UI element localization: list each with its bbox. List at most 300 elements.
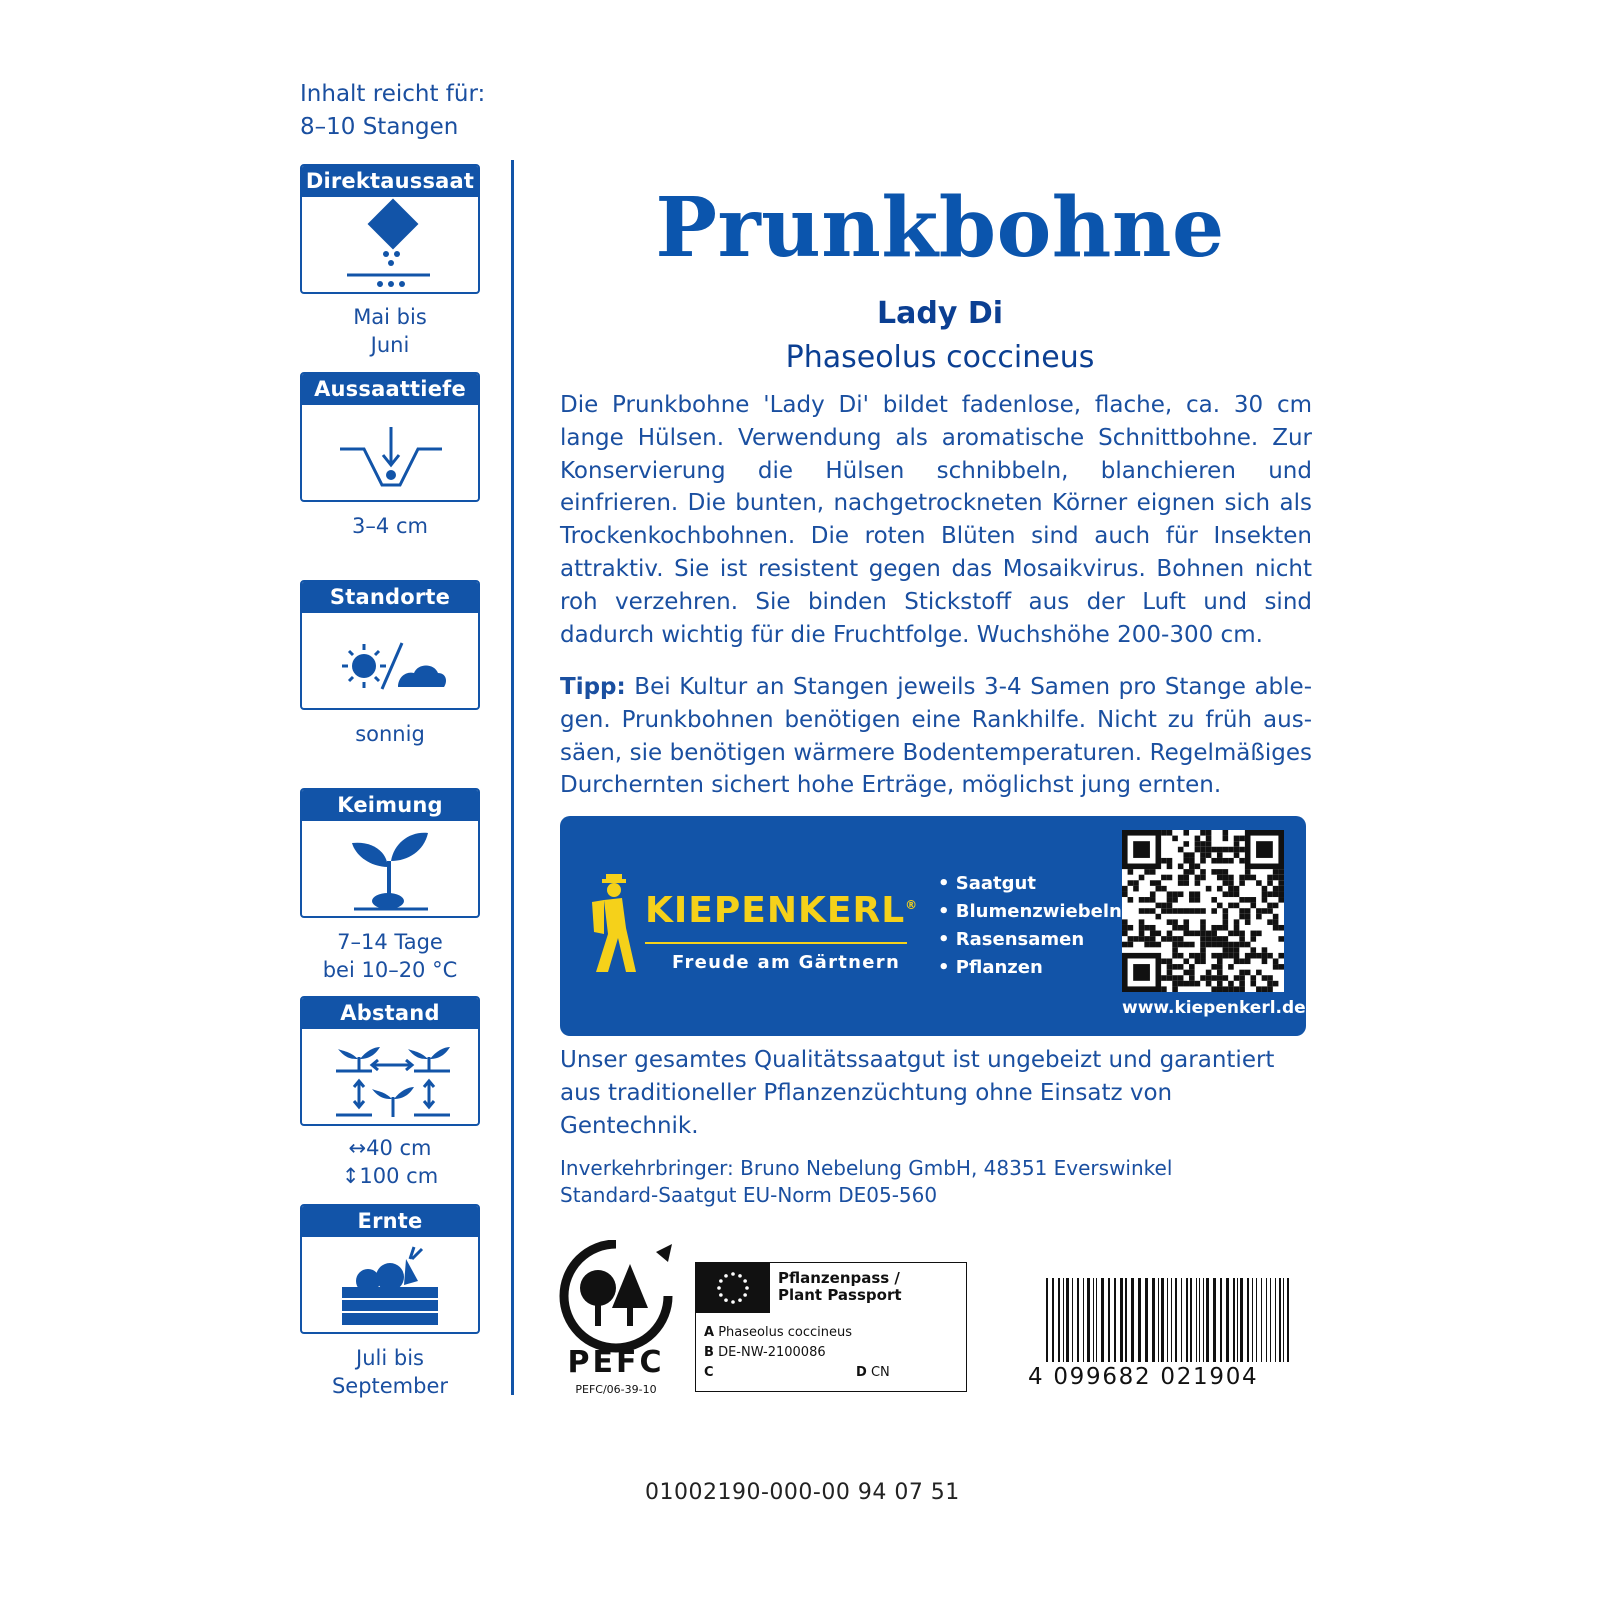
barcode-bar xyxy=(1125,1278,1127,1362)
qr-module xyxy=(1172,981,1178,987)
qr-module xyxy=(1267,891,1273,897)
plant-passport xyxy=(695,1262,967,1392)
qr-module xyxy=(1200,858,1206,864)
qr-module xyxy=(1228,880,1234,886)
qr-module xyxy=(1144,869,1150,875)
qr-module xyxy=(1273,919,1279,925)
qr-module xyxy=(1172,891,1178,897)
qr-module xyxy=(1278,875,1284,881)
qr-module xyxy=(1128,936,1134,942)
qr-module xyxy=(1195,864,1201,870)
barcode-bar xyxy=(1066,1278,1069,1362)
qr-module xyxy=(1273,886,1279,892)
barcode-bar xyxy=(1171,1278,1172,1362)
qr-module xyxy=(1189,931,1195,937)
row-label: B xyxy=(704,1345,714,1360)
qr-module xyxy=(1172,942,1178,948)
qr-module xyxy=(1256,953,1262,959)
qr-module xyxy=(1206,970,1212,976)
qr-module xyxy=(1217,981,1223,987)
eu-star xyxy=(724,1274,728,1278)
qr-module xyxy=(1239,858,1245,864)
qr-module xyxy=(1228,964,1234,970)
harvest-crate-icon xyxy=(302,1237,478,1332)
qr-module xyxy=(1234,886,1240,892)
qr-module xyxy=(1195,891,1201,897)
qr-module xyxy=(1178,875,1184,881)
qr-module xyxy=(1200,936,1206,942)
qr-module xyxy=(1133,886,1139,892)
qr-module xyxy=(1250,931,1256,937)
qr-module xyxy=(1217,858,1223,864)
qr-module xyxy=(1133,936,1139,942)
qr-module xyxy=(1245,953,1251,959)
qr-module xyxy=(1139,931,1145,937)
box-title: Direktaussaat xyxy=(302,166,478,197)
location-box xyxy=(300,580,480,710)
eu-star xyxy=(743,1293,747,1297)
qr-module xyxy=(1262,886,1268,892)
qr-module xyxy=(1245,970,1251,976)
qr-module xyxy=(1128,897,1134,903)
qr-module xyxy=(1195,841,1201,847)
row-label: C xyxy=(704,1365,714,1380)
qr-module xyxy=(1156,886,1162,892)
qr-module xyxy=(1228,981,1234,987)
box-title: Ernte xyxy=(302,1206,478,1237)
qr-module xyxy=(1156,880,1162,886)
qr-module xyxy=(1167,891,1173,897)
qr-module xyxy=(1217,875,1223,881)
qr-module xyxy=(1200,947,1206,953)
barcode-bar xyxy=(1186,1278,1188,1362)
qr-module xyxy=(1211,964,1217,970)
qr-module xyxy=(1195,958,1201,964)
barcode-bar xyxy=(1114,1278,1116,1362)
box-title: Standorte xyxy=(302,582,478,613)
qr-module xyxy=(1150,908,1156,914)
qr-module xyxy=(1161,936,1167,942)
qr-module xyxy=(1206,931,1212,937)
qr-module xyxy=(1150,931,1156,937)
qr-module xyxy=(1262,958,1268,964)
qr-module xyxy=(1245,914,1251,920)
caption-line: bei 10–20 °C xyxy=(322,958,458,982)
qr-module xyxy=(1228,891,1234,897)
qr-module xyxy=(1278,936,1284,942)
qr-module xyxy=(1217,903,1223,909)
qr-module xyxy=(1278,869,1284,875)
qr-module xyxy=(1183,858,1189,864)
caption-line: Mai bis xyxy=(353,305,427,329)
qr-module xyxy=(1189,897,1195,903)
qr-module xyxy=(1223,891,1229,897)
barcode-bar xyxy=(1161,1278,1164,1362)
row-value: DE-NW-2100086 xyxy=(718,1345,826,1360)
qr-module xyxy=(1206,975,1212,981)
qr-module xyxy=(1262,975,1268,981)
qr-module xyxy=(1262,947,1268,953)
qr-module xyxy=(1211,942,1217,948)
row-value: CN xyxy=(870,1365,890,1380)
qr-module xyxy=(1161,903,1167,909)
barcode-bar xyxy=(1072,1278,1073,1362)
qr-module xyxy=(1223,830,1229,836)
qr-module xyxy=(1189,869,1195,875)
tip-label: Tipp: xyxy=(560,674,626,700)
barcode-bar xyxy=(1203,1278,1204,1362)
qr-module xyxy=(1133,880,1139,886)
qr-module xyxy=(1228,947,1234,953)
qr-module xyxy=(1139,897,1145,903)
list-item: • Saatgut xyxy=(938,870,1122,898)
qr-module xyxy=(1195,836,1201,842)
qr-module xyxy=(1172,936,1178,942)
qr-module xyxy=(1144,936,1150,942)
qr-module xyxy=(1262,908,1268,914)
qr-module xyxy=(1122,931,1128,937)
passport-row-c xyxy=(704,1365,714,1380)
article-number: 01002190-000-00 94 07 51 xyxy=(645,1480,960,1505)
qr-module xyxy=(1150,942,1156,948)
qr-module xyxy=(1183,830,1189,836)
location-caption xyxy=(300,720,480,748)
qr-module xyxy=(1189,975,1195,981)
qr-module xyxy=(1206,852,1212,858)
qr-module xyxy=(1211,936,1217,942)
qr-module xyxy=(1167,875,1173,881)
qr-module xyxy=(1267,903,1273,909)
qr-module xyxy=(1217,964,1223,970)
website-link[interactable]: www.kiepenkerl.de xyxy=(1122,998,1306,1018)
passport-row-b xyxy=(704,1345,826,1360)
qr-module xyxy=(1156,942,1162,948)
description: Die Prunkbohne 'Lady Di' bildet fadenlose, flache, ca. 30 cm lange Hülsen. Verwendung als aromatische Schnittbohne. Zur Konservierung die Hülsen schnibbeln, blanchieren und einfrieren. Die bunten, nachgetrockneten Körner eignen sich als Trockenkochbohnen. Die roten Blüten sind auch für Insekten attraktiv. Sie ist resistent gegen das Mosaikvirus. Bohnen nicht roh verzehren. Sie binden Stickstoff aus der Luft und sind dadurch wichtig für die Fruchtfolge. Wuchshöhe 200-300 cm. xyxy=(560,392,1312,648)
qr-module xyxy=(1239,914,1245,920)
qr-module xyxy=(1278,964,1284,970)
qr-module xyxy=(1228,858,1234,864)
qr-module xyxy=(1217,975,1223,981)
qr-module xyxy=(1167,964,1173,970)
qr-module xyxy=(1223,925,1229,931)
caption-line: 3–4 cm xyxy=(352,514,428,538)
qr-module xyxy=(1217,936,1223,942)
qr-module xyxy=(1267,975,1273,981)
qr-module xyxy=(1200,919,1206,925)
qr-module xyxy=(1178,925,1184,931)
barcode-bar xyxy=(1196,1278,1197,1362)
barcode-bar xyxy=(1120,1278,1123,1362)
qr-module xyxy=(1195,953,1201,959)
product-title: Prunkbohne xyxy=(655,180,1225,276)
qr-module xyxy=(1150,925,1156,931)
qr-module xyxy=(1183,958,1189,964)
qr-module xyxy=(1223,914,1229,920)
qr-module xyxy=(1122,919,1128,925)
qr-module xyxy=(1189,953,1195,959)
qr-module xyxy=(1122,886,1128,892)
caption-line: Juli bis xyxy=(356,1346,424,1370)
qr-module xyxy=(1211,897,1217,903)
row-label: A xyxy=(704,1325,715,1340)
qr-module xyxy=(1139,875,1145,881)
qr-module xyxy=(1167,897,1173,903)
qr-module xyxy=(1239,958,1245,964)
seedling-icon xyxy=(302,821,478,916)
qr-module xyxy=(1245,958,1251,964)
qr-module xyxy=(1245,875,1251,881)
qr-module xyxy=(1183,841,1189,847)
qr-module xyxy=(1150,897,1156,903)
qr-module xyxy=(1189,970,1195,976)
qr-module xyxy=(1167,908,1173,914)
barcode-bar xyxy=(1275,1278,1276,1362)
qr-module xyxy=(1250,936,1256,942)
qr-module xyxy=(1200,908,1206,914)
qr-module xyxy=(1178,981,1184,987)
qr-module xyxy=(1195,908,1201,914)
tip-paragraph xyxy=(560,671,1312,802)
qr-module xyxy=(1206,936,1212,942)
barcode-bar xyxy=(1096,1278,1097,1362)
qr-module xyxy=(1178,847,1184,853)
eu-star xyxy=(731,1272,735,1276)
barcode-bar xyxy=(1131,1278,1134,1362)
qr-module xyxy=(1139,936,1145,942)
qr-module xyxy=(1161,908,1167,914)
list-item: • Pflanzen xyxy=(938,954,1122,982)
qr-module xyxy=(1161,830,1167,836)
eu-star xyxy=(717,1286,721,1290)
direct-sowing-box xyxy=(300,164,480,294)
qr-module xyxy=(1245,908,1251,914)
qr-module xyxy=(1217,953,1223,959)
qr-module xyxy=(1273,875,1279,881)
registered-mark: ® xyxy=(905,898,919,912)
qr-module xyxy=(1195,875,1201,881)
qr-module xyxy=(1239,970,1245,976)
qr-module xyxy=(1234,903,1240,909)
qr-module xyxy=(1262,953,1268,959)
barcode-bar xyxy=(1252,1278,1253,1362)
eu-star xyxy=(743,1279,747,1283)
qr-module xyxy=(1245,942,1251,948)
qr-module xyxy=(1250,903,1256,909)
qr-module xyxy=(1189,852,1195,858)
qr-module xyxy=(1167,936,1173,942)
qr-module xyxy=(1250,975,1256,981)
qr-module xyxy=(1234,847,1240,853)
qr-module xyxy=(1228,942,1234,948)
passport-row-d xyxy=(856,1365,890,1380)
qr-module xyxy=(1183,869,1189,875)
qr-module xyxy=(1122,942,1128,948)
barcode-bar xyxy=(1247,1278,1249,1362)
qr-module xyxy=(1183,981,1189,987)
hiker-logo-icon xyxy=(588,872,648,974)
qr-module xyxy=(1167,931,1173,937)
qr-module xyxy=(1273,925,1279,931)
qr-module xyxy=(1167,903,1173,909)
barcode-bar xyxy=(1190,1278,1192,1362)
qr-module xyxy=(1273,891,1279,897)
qr-module xyxy=(1223,858,1229,864)
barcode-bar xyxy=(1240,1278,1243,1362)
qr-module xyxy=(1217,869,1223,875)
pefc-label: PEFC xyxy=(567,1345,665,1380)
qr-module xyxy=(1256,986,1262,992)
qr-module xyxy=(1167,864,1173,870)
eu-star xyxy=(724,1298,728,1302)
qr-module xyxy=(1189,858,1195,864)
qr-module xyxy=(1206,942,1212,948)
barcode-bar xyxy=(1261,1278,1262,1362)
qr-module xyxy=(1223,869,1229,875)
qr-module xyxy=(1273,964,1279,970)
passport-row-a xyxy=(704,1325,852,1340)
qr-module xyxy=(1211,908,1217,914)
qr-module xyxy=(1267,953,1273,959)
qr-module xyxy=(1234,953,1240,959)
qr-module xyxy=(1245,869,1251,875)
qr-module xyxy=(1183,908,1189,914)
qr-module xyxy=(1223,953,1229,959)
qr-module xyxy=(1178,953,1184,959)
box-title: Keimung xyxy=(302,790,478,821)
barcode-bar xyxy=(1226,1278,1229,1362)
qr-module xyxy=(1195,880,1201,886)
qr-module xyxy=(1200,942,1206,948)
qr-module xyxy=(1234,986,1240,992)
eu-star xyxy=(738,1274,742,1278)
qr-module xyxy=(1223,936,1229,942)
qr-module xyxy=(1250,947,1256,953)
qr-module xyxy=(1234,836,1240,842)
sowing-icon xyxy=(302,197,478,292)
list-item: • Rasensamen xyxy=(938,926,1122,954)
content-amount xyxy=(300,78,520,144)
qr-module xyxy=(1256,841,1273,858)
qr-module xyxy=(1122,925,1128,931)
qr-module xyxy=(1217,852,1223,858)
latin-name: Phaseolus coccineus xyxy=(785,340,1095,375)
qr-module xyxy=(1139,925,1145,931)
row-label: D xyxy=(856,1365,867,1380)
qr-module xyxy=(1178,908,1184,914)
qr-module xyxy=(1250,981,1256,987)
qr-module xyxy=(1200,953,1206,959)
barcode-bar xyxy=(1256,1278,1257,1362)
tip-text: Bei Kultur an Stangen jeweils 3-4 Samen pro Stange ablegen. Prunkbohnen benötigen eine Rankhilfe. Nicht zu früh aussäen, sie benötigen wärmere Bodentemperaturen. Regelmäßiges Durchernten sichert hohe Erträge, möglichst jung ernten. xyxy=(560,674,1312,799)
caption-line: September xyxy=(331,1374,449,1398)
barcode-bar xyxy=(1058,1278,1060,1362)
qr-module xyxy=(1139,919,1145,925)
qr-code[interactable] xyxy=(1122,830,1284,992)
divider xyxy=(511,160,514,1395)
qr-module xyxy=(1172,919,1178,925)
qr-module xyxy=(1161,858,1167,864)
qr-module xyxy=(1144,925,1150,931)
box-title: Abstand xyxy=(302,998,478,1029)
qr-module xyxy=(1256,880,1262,886)
qr-module xyxy=(1211,931,1217,937)
germination-box xyxy=(300,788,480,918)
brand-underline xyxy=(645,942,907,944)
barcode-bar xyxy=(1220,1278,1222,1362)
barcode-bar xyxy=(1270,1278,1271,1362)
qr-module xyxy=(1189,864,1195,870)
qr-module xyxy=(1234,841,1240,847)
caption-line: 7–14 Tage xyxy=(337,930,443,954)
direct-sowing-caption xyxy=(300,303,480,359)
qr-module xyxy=(1278,925,1284,931)
qr-module xyxy=(1206,886,1212,892)
barcode-bar xyxy=(1077,1278,1079,1362)
variety-name: Lady Di xyxy=(876,296,1004,331)
qr-module xyxy=(1228,903,1234,909)
qr-module xyxy=(1228,953,1234,959)
content-value: 8–10 Stangen xyxy=(300,114,459,140)
qr-module xyxy=(1139,908,1145,914)
qr-module xyxy=(1234,891,1240,897)
qr-module xyxy=(1128,880,1134,886)
qr-module xyxy=(1178,964,1184,970)
qr-module xyxy=(1183,931,1189,937)
qr-module xyxy=(1211,975,1217,981)
qr-module xyxy=(1223,880,1229,886)
barcode-bar xyxy=(1167,1278,1168,1362)
qr-module xyxy=(1195,847,1201,853)
qr-module xyxy=(1278,897,1284,903)
qr-module xyxy=(1161,975,1167,981)
qr-module xyxy=(1256,931,1262,937)
qr-module xyxy=(1234,942,1240,948)
qr-module xyxy=(1228,931,1234,937)
qr-module xyxy=(1239,908,1245,914)
qr-module xyxy=(1167,830,1173,836)
qr-module xyxy=(1262,891,1268,897)
barcode-bar xyxy=(1237,1278,1238,1362)
spacing-icon xyxy=(302,1029,478,1124)
qr-module xyxy=(1156,903,1162,909)
legal-info xyxy=(560,1155,1172,1209)
qr-module xyxy=(1189,908,1195,914)
qr-module xyxy=(1128,869,1134,875)
qr-module xyxy=(1256,914,1262,920)
qr-module xyxy=(1178,936,1184,942)
eu-star xyxy=(731,1300,735,1304)
barcode-bar xyxy=(1213,1278,1216,1362)
barcode-bar xyxy=(1152,1278,1155,1362)
qr-module xyxy=(1223,919,1229,925)
qr-module xyxy=(1200,841,1206,847)
importer-line: Inverkehrbringer: Bruno Nebelung GmbH, 48351 Everswinkel xyxy=(560,1156,1173,1180)
qr-module xyxy=(1167,858,1173,864)
qr-module xyxy=(1183,875,1189,881)
barcode-bar xyxy=(1083,1278,1084,1362)
qr-module xyxy=(1239,847,1245,853)
qr-module xyxy=(1172,836,1178,842)
qr-module xyxy=(1234,958,1240,964)
qr-module xyxy=(1228,886,1234,892)
qr-module xyxy=(1183,919,1189,925)
qr-module xyxy=(1144,908,1150,914)
barcode-bar xyxy=(1199,1278,1200,1362)
qr-module xyxy=(1183,880,1189,886)
qr-module xyxy=(1250,897,1256,903)
qr-module xyxy=(1206,981,1212,987)
qr-module xyxy=(1167,958,1173,964)
